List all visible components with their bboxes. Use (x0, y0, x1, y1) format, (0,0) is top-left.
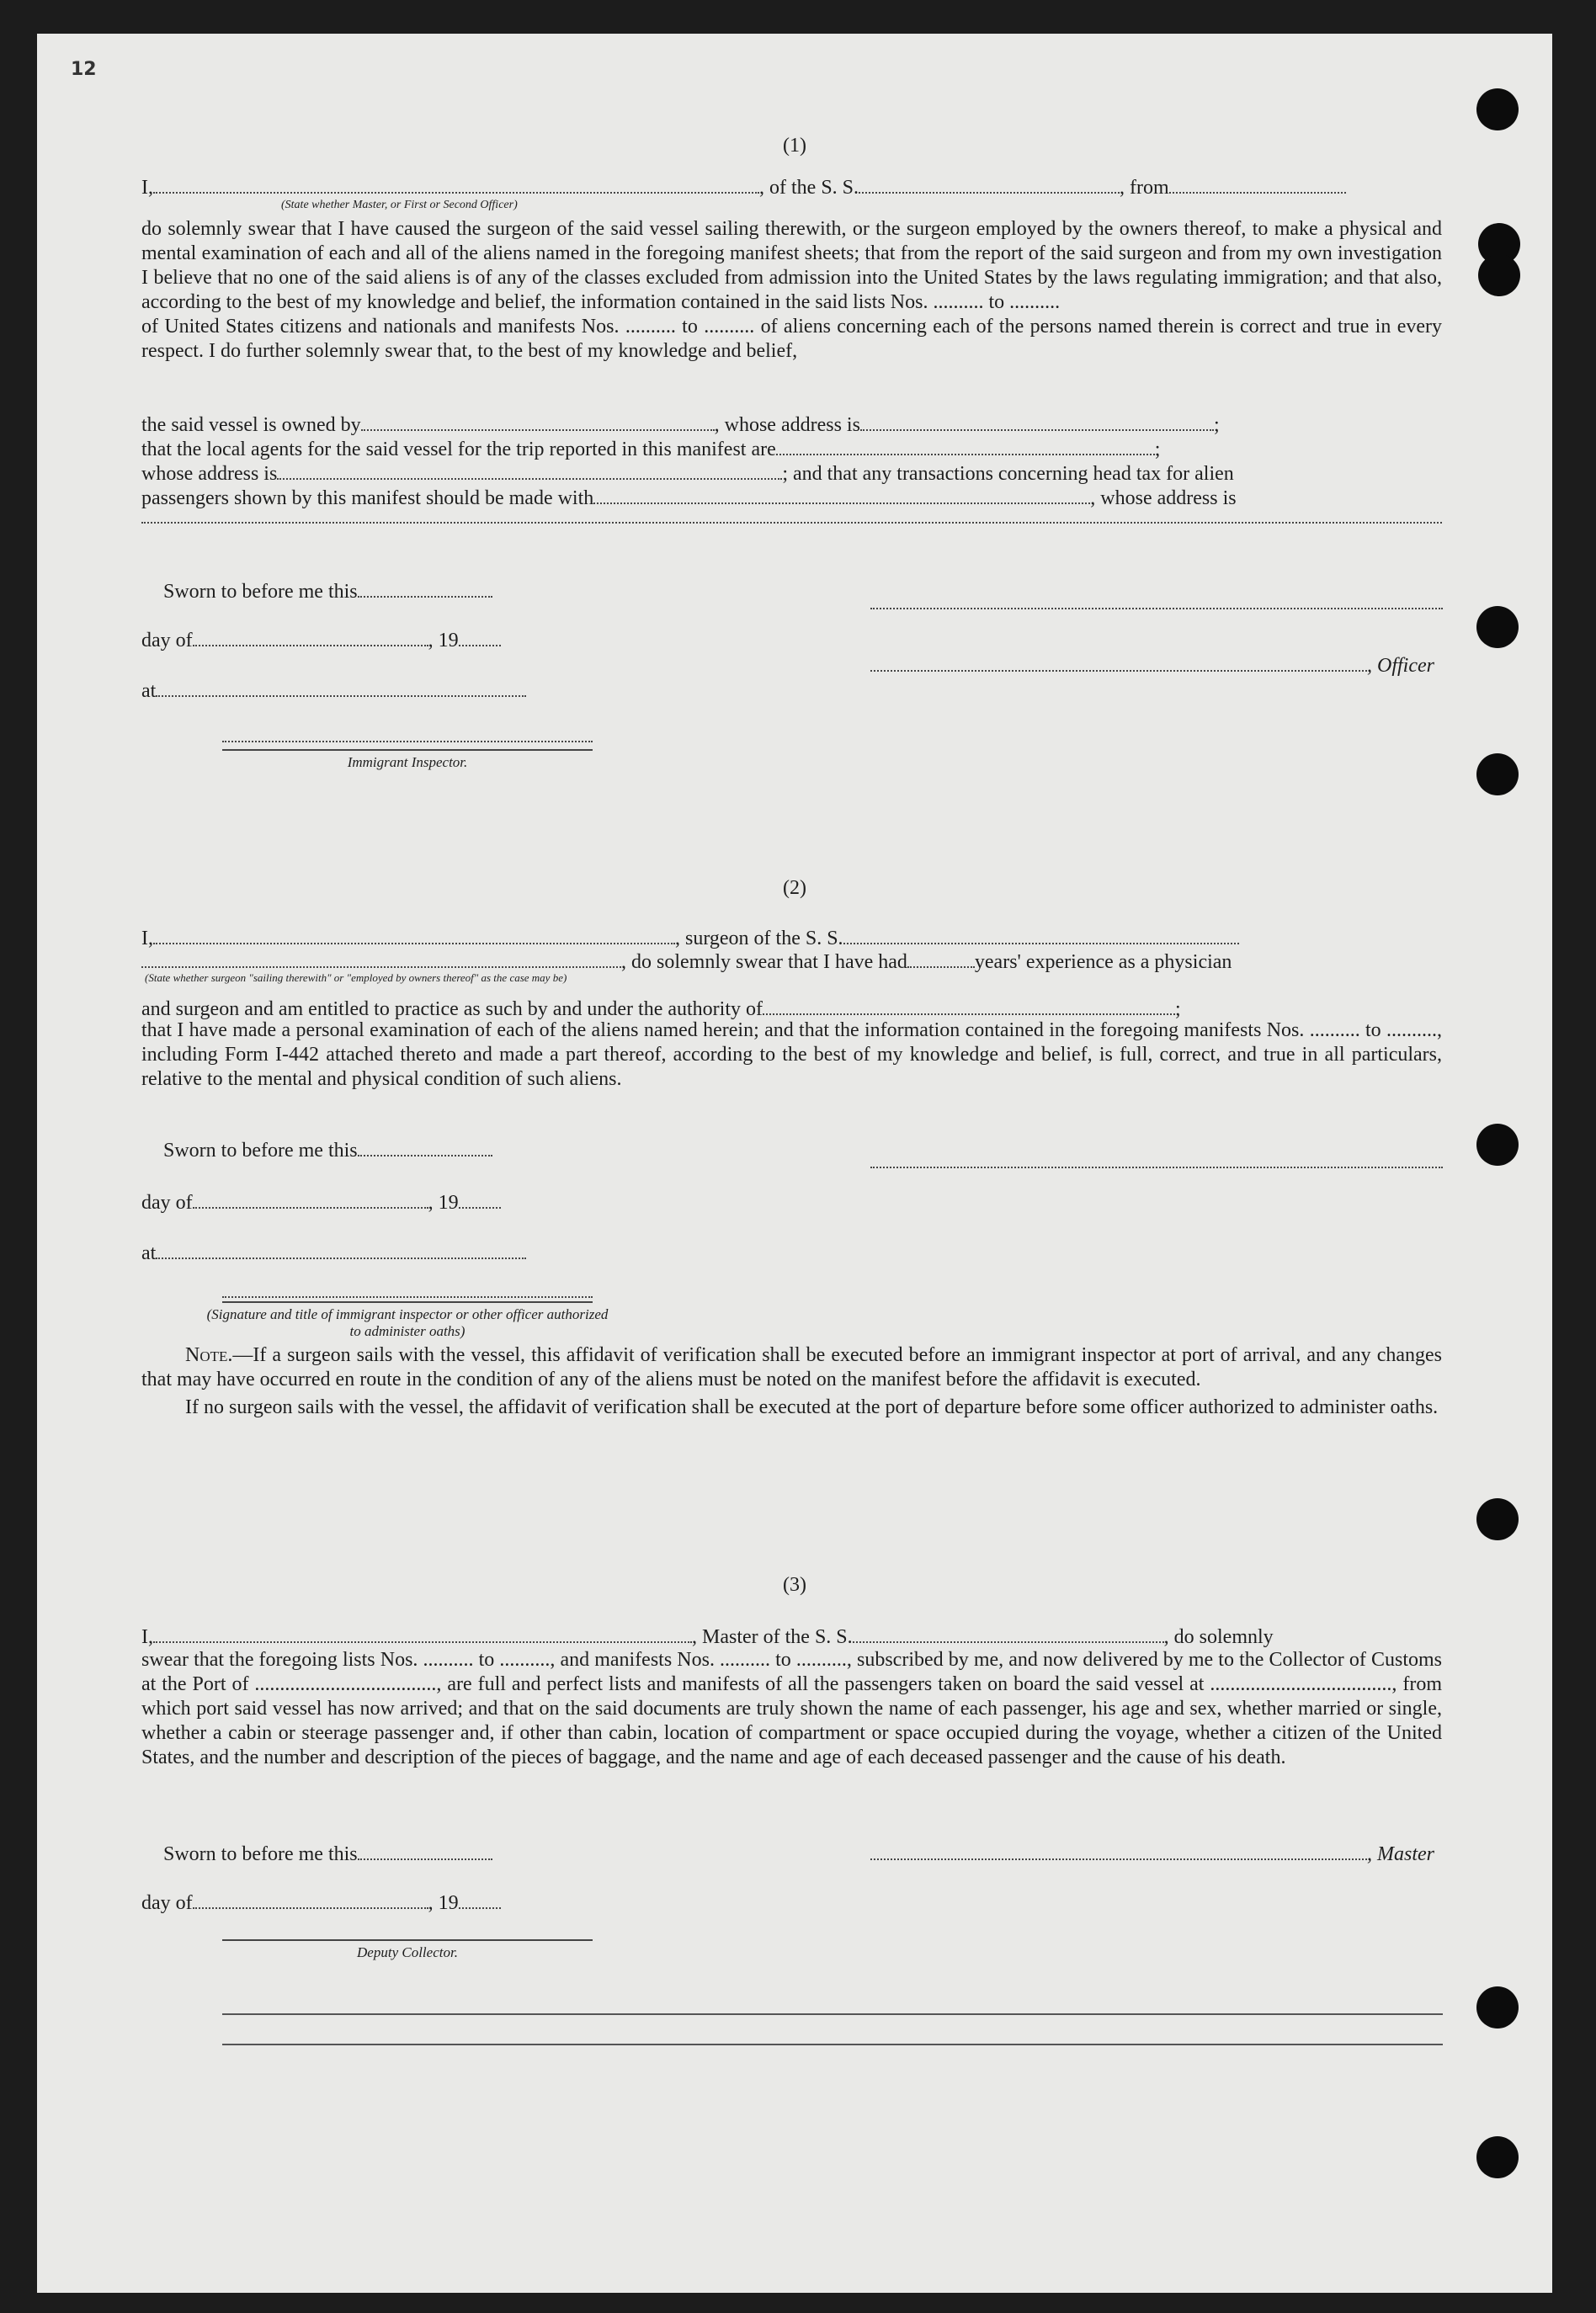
binder-hole (1476, 1498, 1519, 1540)
sec3-sworn-label: Sworn to before me this (163, 1843, 358, 1865)
sec2-at-blank[interactable] (156, 1241, 526, 1259)
sec1-body-2: of United States citizens and nationals and manifests Nos. .......... to .......... of aliens concerning each of the persons named therein is correct and true in every respect. I do further solemnly swear that, to the best of my knowledge and belief, (141, 316, 1442, 362)
sec3-year-blank[interactable] (459, 1890, 501, 1909)
sec3-sworn-line (163, 1842, 492, 1866)
sec2-day-line (141, 1190, 501, 1215)
years-blank[interactable] (907, 949, 975, 968)
sec1-from: , from (1120, 177, 1169, 199)
owner-address-blank[interactable] (860, 412, 1214, 431)
binder-hole (1476, 753, 1519, 795)
sec2-sworn-blank[interactable] (358, 1138, 492, 1156)
sec1-day-line (141, 628, 501, 652)
sec2-body-2: that I have made a personal examination of each of the aliens named herein; and that the information contained in the foregoing manifests Nos. .......... to .........., including Form I-442 attached thereto and made a part thereof, according to the best of my knowledge and belief, is full, correct, and true in all particulars, relative to the mental and physical condition of such aliens. (141, 1019, 1442, 1090)
master-name-blank[interactable] (153, 175, 759, 194)
surgeon-of-label: , surgeon of the S. S. (675, 928, 843, 949)
sec2-at-label: at (141, 1242, 157, 1264)
sec1-passengers-line (141, 486, 1237, 510)
from-port-blank[interactable] (1169, 175, 1346, 194)
sec1-header-line (141, 175, 1346, 199)
collector-caption: Deputy Collector. (357, 1944, 458, 1960)
note-paragraph-2: If no surgeon sails with the vessel, the affidavit of verification shall be executed at the port of departure before some officer authorized to administer oaths. (185, 1396, 1439, 1418)
head-tax-label: ; and that any transactions concerning head tax for alien (782, 463, 1234, 485)
sec2-day-blank[interactable] (193, 1190, 428, 1209)
sec1-at-blank[interactable] (156, 678, 526, 697)
sec2-sworn-line (163, 1138, 492, 1162)
bottom-rule-2 (222, 2044, 1443, 2045)
officer-label: , Officer (1367, 655, 1434, 677)
binder-hole (1478, 254, 1520, 296)
section-2-number: (2) (783, 877, 806, 899)
binder-hole (1476, 1124, 1519, 1166)
vessel-name-blank[interactable] (859, 175, 1120, 194)
sec2-i-label: I, (141, 928, 153, 949)
collector-line[interactable] (222, 1939, 593, 1941)
officer-line (870, 653, 1434, 678)
sec3-day-blank[interactable] (193, 1890, 428, 1909)
sec1-sworn-label: Sworn to before me this (163, 581, 358, 603)
sec1-year-blank[interactable] (459, 628, 501, 646)
section-3-number: (3) (783, 1574, 806, 1596)
local-agents-label: that the local agents for the said vessel for the trip reported in this manifest are (141, 439, 776, 460)
head-tax-party-blank[interactable] (593, 486, 1090, 504)
binder-hole (1476, 2136, 1519, 2178)
passengers-label: passengers shown by this manifest should be made with (141, 487, 594, 509)
sec3-body-1: swear that the foregoing lists Nos. .......... to .........., and manifests Nos. .......... to .........., subscribed by me, and now delivered by me to the Collector of Customs at the Port of ...................................., are full and perfect lists and manifests of all the passengers taken on board the said vessel at ...................................., from which port said vessel has now arrived; and that on the said documents are truly shown the name of each passenger, his age and sex, whether married or single, whether a cabin or steerage passenger and, if other than cabin, location of compartment or space occupied during the voyage, whether a citizen of the United States, and the number and description of the pieces of baggage, and the name and age of each deceased passenger and the cause of his death. (141, 1649, 1442, 1768)
sec3-body (141, 1648, 1442, 1770)
head-tax-address-blank[interactable] (141, 522, 1442, 524)
sec1-agents-line: that the local agents for the said vessel for the trip reported in this manifest are ; (141, 439, 1161, 460)
sec1-address-line (141, 461, 1234, 486)
authority-label: and surgeon and am entitled to practice as such by and under the authority of (141, 998, 763, 1020)
sec3-vessel-blank[interactable] (853, 1624, 1164, 1643)
note-block (141, 1343, 1442, 1420)
sec3-year-label: , 19 (428, 1892, 459, 1914)
sec1-at-label: at (141, 680, 157, 702)
authority-blank[interactable] (763, 997, 1175, 1015)
sec1-i-label: I, (141, 177, 153, 199)
manifest-page (37, 34, 1552, 2293)
master-signature-line[interactable] (870, 1842, 1367, 1860)
bottom-rule-1 (222, 2013, 1443, 2015)
sec1-owned-line: the said vessel is owned by , whose address is ; (141, 414, 1220, 436)
sec1-sworn-line (163, 579, 492, 604)
note-label: Note. (185, 1344, 233, 1366)
sec2-body (141, 1018, 1442, 1092)
surgeon-name-blank[interactable] (153, 926, 675, 944)
sec3-master-line (870, 1842, 1434, 1866)
sec1-at-line (141, 678, 526, 703)
sec2-hint: (State whether surgeon "sailing therewith" or "employed by owners thereof" as the case may be) (145, 971, 567, 984)
sec1-body-1: do solemnly swear that I have caused the surgeon of the said vessel sailing therewith, or the surgeon employed by the owners thereof, to make a physical and mental examination of each and all of the aliens named in the foregoing manifest sheets; that from the report of the said surgeon and from my own investigation I believe that no one of the said aliens is of any of the classes excluded from admission into the United States by the laws regulating immigration; and that also, according to the best of my knowledge and belief, the information contained in the said lists Nos. .......... to .......... (141, 218, 1442, 313)
head-tax-address-label: , whose address is (1090, 487, 1237, 509)
sec2-signature-caption: (Signature and title of immigrant inspector or other officer authorized to administer oaths) (206, 1306, 609, 1339)
sec2-year-blank[interactable] (459, 1190, 501, 1209)
sec1-body (141, 217, 1442, 364)
officer-signature-line-2[interactable] (870, 653, 1367, 672)
sec2-do-solemnly: , do solemnly swear that I have had (621, 951, 907, 973)
sec2-authority-line: and surgeon and am entitled to practice as such by and under the authority of ; (141, 998, 1181, 1020)
sec2-line-2 (141, 949, 1232, 974)
sec2-officer-line-2[interactable] (222, 1301, 593, 1303)
sec2-year-label: , 19 (428, 1192, 459, 1214)
agents-address-blank[interactable] (277, 461, 782, 480)
inspector-line-2[interactable] (222, 749, 593, 751)
sec3-header-line (141, 1624, 1274, 1649)
sec3-master-of-label: , Master of the S. S. (692, 1626, 853, 1648)
sec3-master-name-blank[interactable] (153, 1624, 692, 1643)
owner-blank[interactable] (361, 412, 715, 431)
sec3-sworn-blank[interactable] (358, 1842, 492, 1860)
sec2-officer-line-1[interactable] (222, 1279, 593, 1298)
binder-hole (1476, 88, 1519, 130)
note-text: —If a surgeon sails with the vessel, this affidavit of verification shall be executed before an immigrant inspector at port of arrival, and any changes that may have occurred en route in the condition of any of the aliens must be noted on the manifest before the affidavit is executed. (141, 1344, 1442, 1390)
binder-hole (1476, 1986, 1519, 2029)
inspector-caption: Immigrant Inspector. (347, 754, 468, 770)
owned-by-label: the said vessel is owned by (141, 414, 361, 436)
sec3-do-solemnly: , do solemnly (1163, 1626, 1274, 1648)
sec1-sworn-blank[interactable] (358, 579, 492, 598)
sec3-day-label: day of (141, 1892, 193, 1914)
sec2-header-line (141, 926, 1239, 950)
sec1-day-label: day of (141, 630, 193, 651)
sec1-master-hint: (State whether Master, or First or Second Officer) (281, 199, 518, 211)
section-1-number: (1) (783, 135, 806, 157)
inspector-line-1[interactable] (222, 724, 593, 742)
sec1-day-blank[interactable] (193, 628, 428, 646)
sec1-of-ss: , of the S. S. (759, 177, 859, 199)
agents-address-label: whose address is (141, 463, 278, 485)
sec2-day-label: day of (141, 1192, 193, 1214)
master-label: , Master (1367, 1843, 1434, 1865)
binder-hole (1476, 606, 1519, 648)
surgeon-status-blank[interactable] (141, 949, 621, 968)
sec3-i-label: I, (141, 1626, 153, 1648)
sec2-at-line (141, 1241, 526, 1265)
sec3-day-line (141, 1890, 501, 1915)
page-number-mark: 12 (71, 59, 97, 80)
sec1-year-label: , 19 (428, 630, 459, 651)
surgeon-vessel-blank[interactable] (843, 926, 1239, 944)
owner-address-label: , whose address is (714, 414, 860, 436)
note-paragraph-1 (141, 1343, 1442, 1392)
sec2-sworn-label: Sworn to before me this (163, 1140, 358, 1162)
years-experience-label: years' experience as a physician (974, 951, 1232, 973)
surgeon-signature-line[interactable] (870, 1150, 1443, 1168)
agents-blank[interactable] (776, 437, 1155, 455)
officer-signature-line-1[interactable] (870, 591, 1443, 609)
